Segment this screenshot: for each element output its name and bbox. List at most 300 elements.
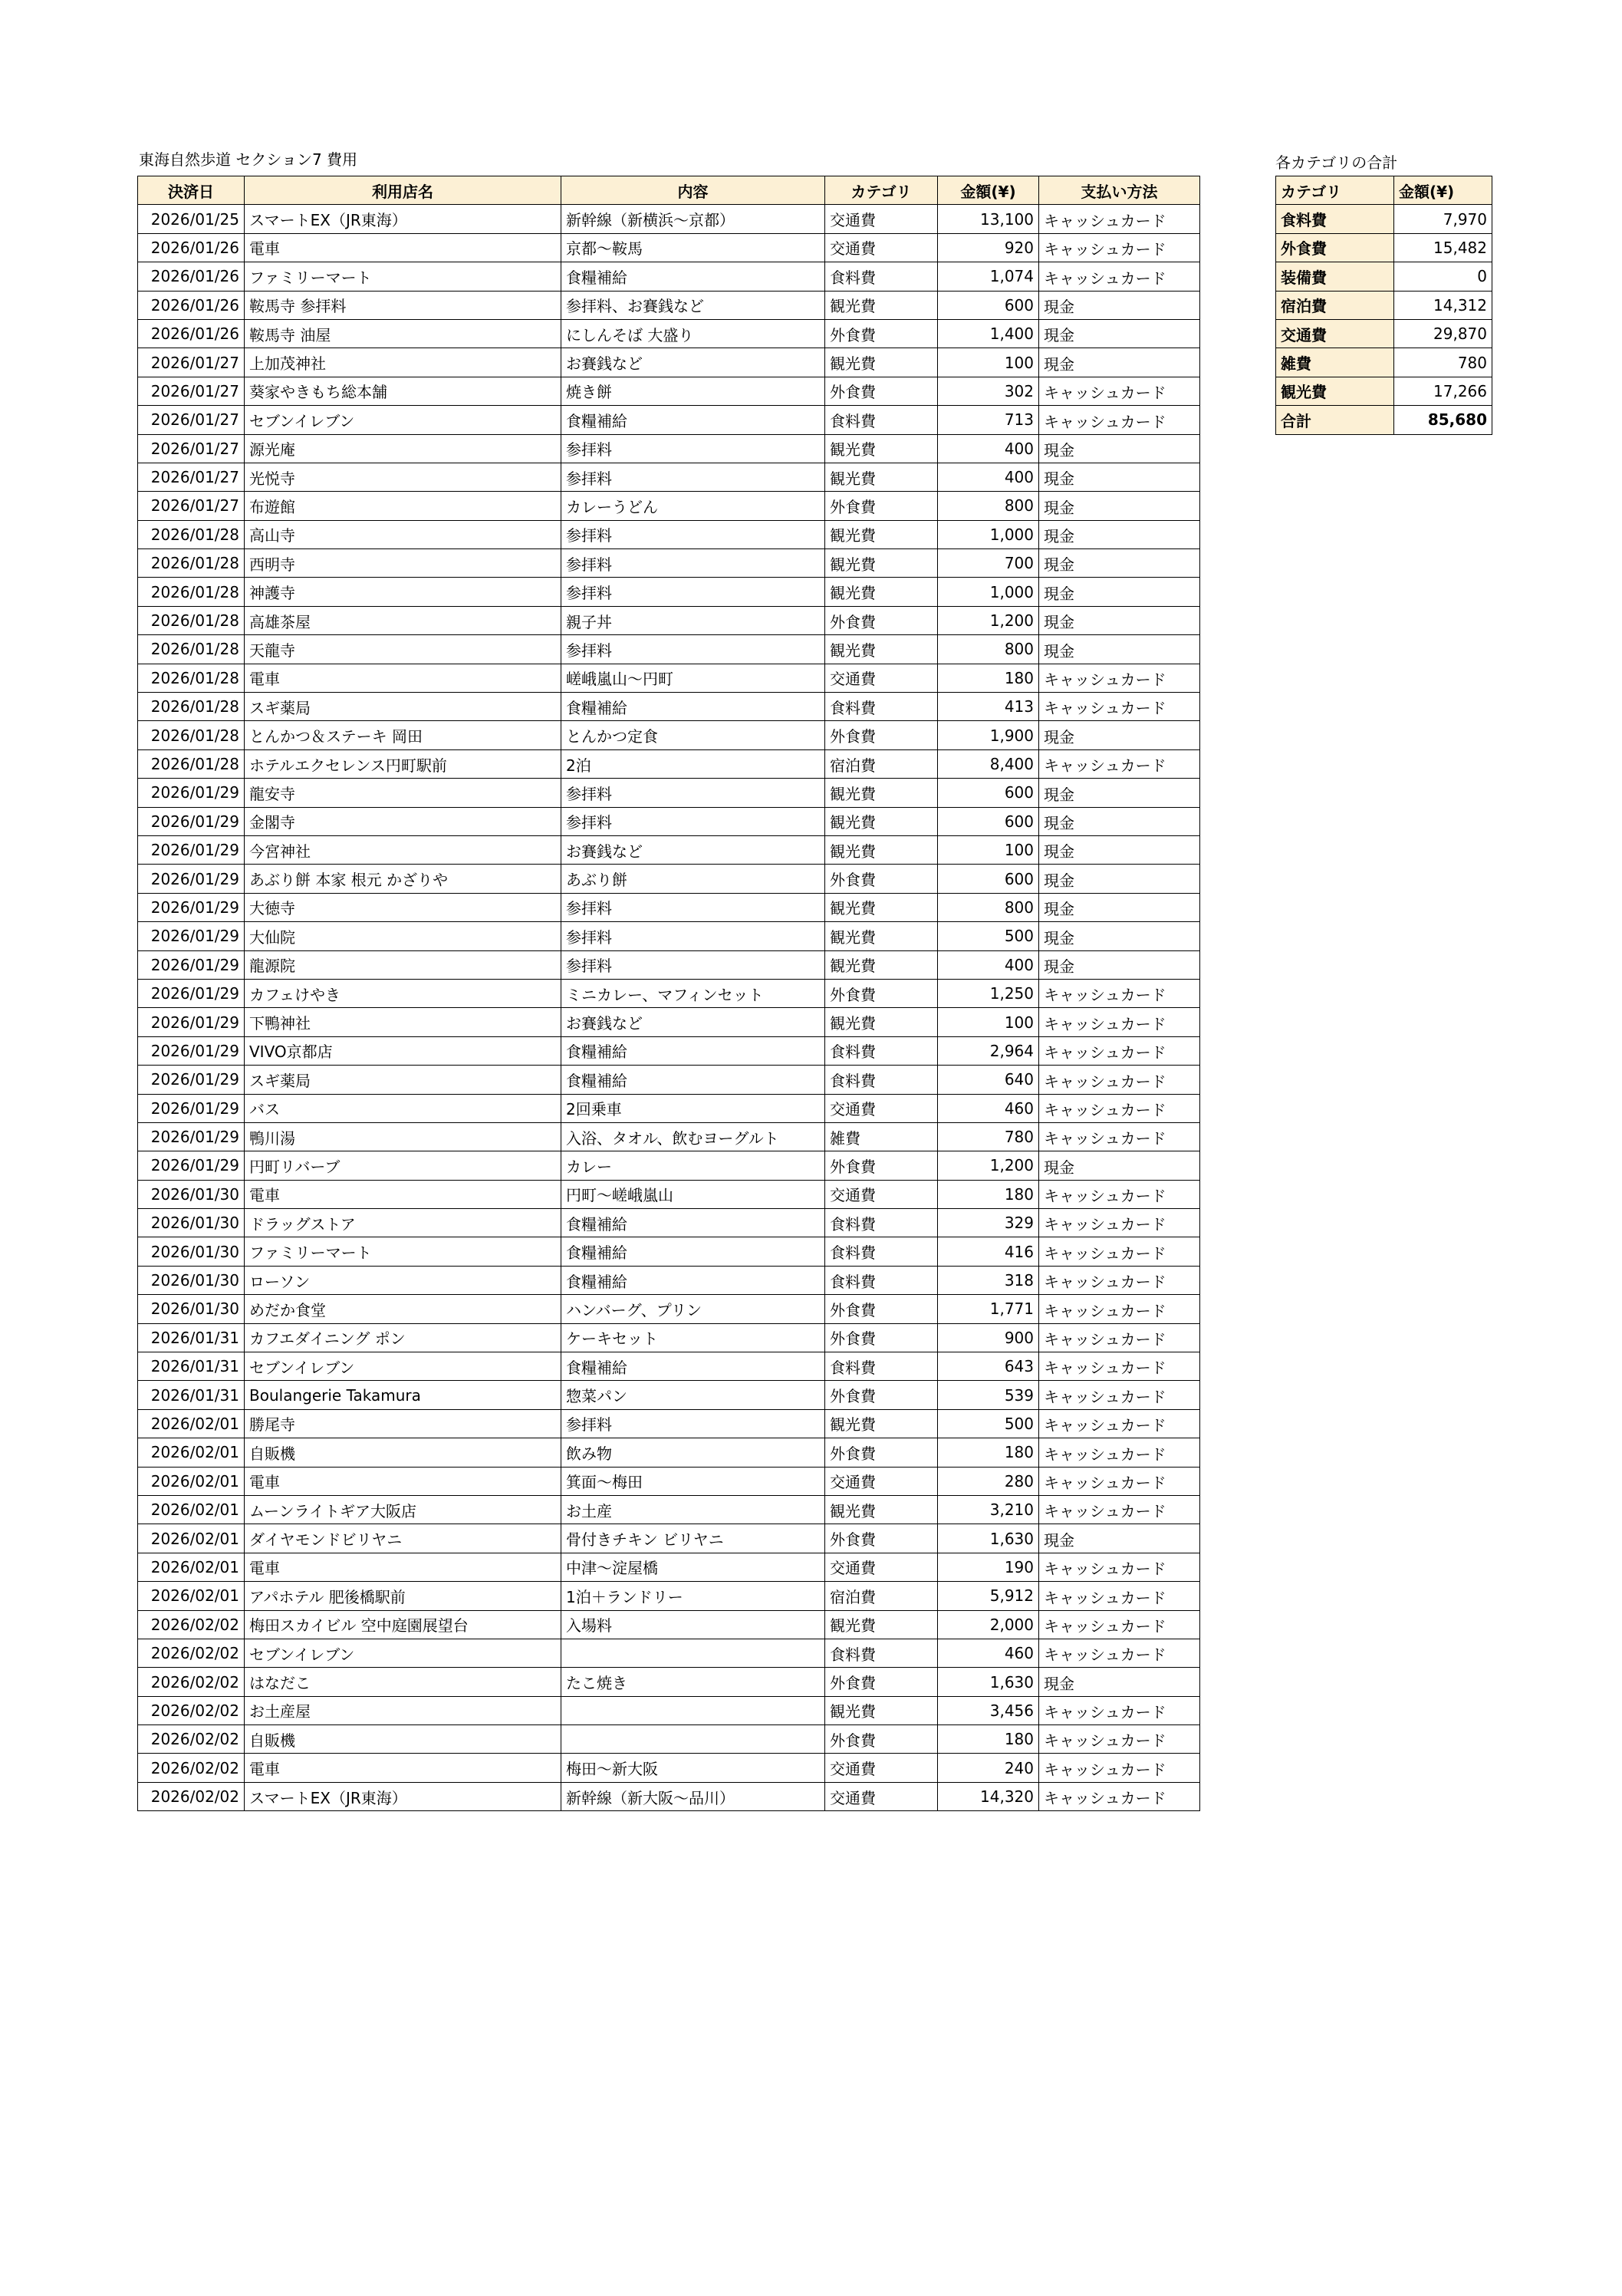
table-row xyxy=(138,1209,1200,1237)
cell-date: 2026/02/02 xyxy=(138,1725,245,1754)
cell-date: 2026/01/27 xyxy=(138,492,245,520)
table-row xyxy=(138,578,1200,606)
cell-category: 外食費 xyxy=(825,1725,938,1754)
cell-content: 参拝料 xyxy=(561,463,825,491)
cell-date: 2026/01/27 xyxy=(138,463,245,491)
cell-payment: キャッシュカード xyxy=(1039,1295,1200,1323)
summary-category: 宿泊費 xyxy=(1276,291,1394,319)
summary-category: 外食費 xyxy=(1276,233,1394,262)
category-summary-table xyxy=(1275,176,1492,435)
summary-amount: 29,870 xyxy=(1394,319,1492,348)
cell-date: 2026/02/01 xyxy=(138,1467,245,1495)
cell-content: 食糧補給 xyxy=(561,1066,825,1094)
cell-date: 2026/01/27 xyxy=(138,377,245,405)
table-row xyxy=(138,262,1200,291)
cell-amount: 460 xyxy=(938,1639,1039,1667)
cell-payment: 現金 xyxy=(1039,950,1200,979)
cell-content: 京都〜鞍馬 xyxy=(561,233,825,262)
cell-payment: キャッシュカード xyxy=(1039,1553,1200,1581)
cell-content: にしんそば 大盛り xyxy=(561,319,825,348)
cell-content: ミニカレー、マフィンセット xyxy=(561,979,825,1007)
cell-content xyxy=(561,1725,825,1754)
cell-category: 外食費 xyxy=(825,377,938,405)
table-row xyxy=(138,1381,1200,1409)
cell-store: 円町リバーブ xyxy=(245,1151,561,1180)
cell-content: 参拝料 xyxy=(561,578,825,606)
cell-content: 1泊＋ランドリー xyxy=(561,1582,825,1610)
cell-store: 梅田スカイビル 空中庭園展望台 xyxy=(245,1610,561,1639)
summary-row xyxy=(1276,291,1492,319)
cell-payment: キャッシュカード xyxy=(1039,1122,1200,1151)
cell-store: ファミリーマート xyxy=(245,1237,561,1266)
cell-content: 食糧補給 xyxy=(561,262,825,291)
cell-amount: 920 xyxy=(938,233,1039,262)
cell-category: 食料費 xyxy=(825,693,938,721)
cell-amount: 1,000 xyxy=(938,578,1039,606)
cell-category: 交通費 xyxy=(825,1754,938,1782)
cell-store: スマートEX（JR東海） xyxy=(245,1782,561,1810)
cell-content: 新幹線（新大阪〜品川） xyxy=(561,1782,825,1810)
cell-store: 鴨川湯 xyxy=(245,1122,561,1151)
cell-payment: 現金 xyxy=(1039,779,1200,807)
cell-payment: キャッシュカード xyxy=(1039,1725,1200,1754)
table-row xyxy=(138,291,1200,319)
cell-payment: キャッシュカード xyxy=(1039,1036,1200,1065)
cell-category: 交通費 xyxy=(825,1467,938,1495)
cell-category: 外食費 xyxy=(825,865,938,893)
cell-category: 交通費 xyxy=(825,664,938,692)
cell-date: 2026/01/31 xyxy=(138,1323,245,1352)
cell-date: 2026/01/26 xyxy=(138,291,245,319)
cell-content: 食糧補給 xyxy=(561,1266,825,1294)
cell-amount: 280 xyxy=(938,1467,1039,1495)
cell-store: セブンイレブン xyxy=(245,406,561,434)
table-row xyxy=(138,1295,1200,1323)
cell-date: 2026/01/29 xyxy=(138,779,245,807)
header-content: 内容 xyxy=(561,176,825,205)
cell-payment: 現金 xyxy=(1039,865,1200,893)
summary-category: 観光費 xyxy=(1276,377,1394,405)
table-row xyxy=(138,807,1200,835)
cell-category: 観光費 xyxy=(825,950,938,979)
cell-amount: 400 xyxy=(938,950,1039,979)
cell-store: 電車 xyxy=(245,1467,561,1495)
cell-date: 2026/02/01 xyxy=(138,1582,245,1610)
table-row xyxy=(138,1266,1200,1294)
cell-amount: 400 xyxy=(938,434,1039,463)
cell-payment: 現金 xyxy=(1039,635,1200,664)
cell-date: 2026/02/01 xyxy=(138,1524,245,1553)
cell-content: 中津〜淀屋橋 xyxy=(561,1553,825,1581)
cell-store: ムーンライトギア大阪店 xyxy=(245,1495,561,1524)
cell-date: 2026/01/27 xyxy=(138,434,245,463)
cell-date: 2026/02/02 xyxy=(138,1782,245,1810)
table-row xyxy=(138,1352,1200,1381)
cell-store: ローソン xyxy=(245,1266,561,1294)
summary-row xyxy=(1276,348,1492,377)
summary-row xyxy=(1276,233,1492,262)
cell-store: カフエダイニング ポン xyxy=(245,1323,561,1352)
cell-content: お賽銭など xyxy=(561,348,825,377)
cell-payment: キャッシュカード xyxy=(1039,1323,1200,1352)
header-date: 決済日 xyxy=(138,176,245,205)
cell-category: 食料費 xyxy=(825,406,938,434)
header-category: カテゴリ xyxy=(825,176,938,205)
table-row xyxy=(138,1782,1200,1810)
cell-category: 観光費 xyxy=(825,835,938,864)
cell-content xyxy=(561,1696,825,1724)
cell-payment: キャッシュカード xyxy=(1039,1266,1200,1294)
cell-amount: 180 xyxy=(938,1725,1039,1754)
cell-store: 自販機 xyxy=(245,1725,561,1754)
cell-category: 観光費 xyxy=(825,549,938,578)
table-row xyxy=(138,635,1200,664)
cell-date: 2026/01/26 xyxy=(138,262,245,291)
cell-payment: 現金 xyxy=(1039,492,1200,520)
cell-category: 外食費 xyxy=(825,1151,938,1180)
cell-content: 食糧補給 xyxy=(561,1237,825,1266)
cell-payment: 現金 xyxy=(1039,1668,1200,1696)
cell-payment: キャッシュカード xyxy=(1039,406,1200,434)
cell-payment: キャッシュカード xyxy=(1039,1066,1200,1094)
cell-amount: 2,964 xyxy=(938,1036,1039,1065)
cell-store: 光悦寺 xyxy=(245,463,561,491)
cell-content: 飲み物 xyxy=(561,1438,825,1467)
cell-category: 観光費 xyxy=(825,922,938,950)
cell-payment: 現金 xyxy=(1039,348,1200,377)
table-row xyxy=(138,693,1200,721)
cell-date: 2026/01/29 xyxy=(138,979,245,1007)
cell-category: 観光費 xyxy=(825,635,938,664)
cell-store: あぶり餅 本家 根元 かざりや xyxy=(245,865,561,893)
cell-store: 自販機 xyxy=(245,1438,561,1467)
cell-content: 2回乗車 xyxy=(561,1094,825,1122)
cell-store: 天龍寺 xyxy=(245,635,561,664)
cell-category: 宿泊費 xyxy=(825,749,938,778)
table-row xyxy=(138,1094,1200,1122)
cell-category: 食料費 xyxy=(825,1266,938,1294)
cell-store: 葵家やきもち総本舗 xyxy=(245,377,561,405)
cell-payment: キャッシュカード xyxy=(1039,1582,1200,1610)
cell-date: 2026/01/29 xyxy=(138,835,245,864)
cell-date: 2026/02/01 xyxy=(138,1409,245,1438)
summary-row xyxy=(1276,377,1492,405)
cell-date: 2026/01/30 xyxy=(138,1295,245,1323)
cell-date: 2026/01/26 xyxy=(138,319,245,348)
cell-amount: 1,900 xyxy=(938,721,1039,749)
cell-date: 2026/02/01 xyxy=(138,1495,245,1524)
summary-amount: 780 xyxy=(1394,348,1492,377)
cell-payment: 現金 xyxy=(1039,549,1200,578)
table-row xyxy=(138,520,1200,548)
cell-payment: キャッシュカード xyxy=(1039,1495,1200,1524)
cell-content: 参拝料 xyxy=(561,950,825,979)
cell-store: 源光庵 xyxy=(245,434,561,463)
cell-amount: 600 xyxy=(938,779,1039,807)
table-row xyxy=(138,1668,1200,1696)
cell-date: 2026/01/30 xyxy=(138,1209,245,1237)
cell-category: 交通費 xyxy=(825,1094,938,1122)
cell-store: ファミリーマート xyxy=(245,262,561,291)
cell-category: 観光費 xyxy=(825,463,938,491)
cell-amount: 800 xyxy=(938,893,1039,921)
cell-amount: 100 xyxy=(938,1008,1039,1036)
summary-category: 装備費 xyxy=(1276,262,1394,291)
cell-category: 雑費 xyxy=(825,1122,938,1151)
cell-content: 参拝料、お賽銭など xyxy=(561,291,825,319)
cell-payment: キャッシュカード xyxy=(1039,1008,1200,1036)
cell-content: あぶり餅 xyxy=(561,865,825,893)
cell-date: 2026/01/31 xyxy=(138,1381,245,1409)
cell-category: 観光費 xyxy=(825,1495,938,1524)
cell-payment: キャッシュカード xyxy=(1039,1782,1200,1810)
cell-date: 2026/01/27 xyxy=(138,348,245,377)
cell-date: 2026/01/27 xyxy=(138,406,245,434)
cell-amount: 800 xyxy=(938,492,1039,520)
cell-payment: 現金 xyxy=(1039,606,1200,634)
cell-amount: 1,200 xyxy=(938,606,1039,634)
table-row xyxy=(138,319,1200,348)
cell-payment: 現金 xyxy=(1039,835,1200,864)
summary-header-row xyxy=(1276,176,1492,205)
cell-category: 観光費 xyxy=(825,1409,938,1438)
table-row xyxy=(138,1008,1200,1036)
cell-payment: 現金 xyxy=(1039,291,1200,319)
cell-content: 入場料 xyxy=(561,1610,825,1639)
cell-content: 骨付きチキン ビリヤニ xyxy=(561,1524,825,1553)
cell-store: とんかつ＆ステーキ 岡田 xyxy=(245,721,561,749)
cell-payment: キャッシュカード xyxy=(1039,979,1200,1007)
cell-amount: 190 xyxy=(938,1553,1039,1581)
cell-store: ドラッグストア xyxy=(245,1209,561,1237)
cell-payment: キャッシュカード xyxy=(1039,1467,1200,1495)
cell-content: 食糧補給 xyxy=(561,406,825,434)
cell-store: 高雄茶屋 xyxy=(245,606,561,634)
table-row xyxy=(138,1151,1200,1180)
cell-store: 高山寺 xyxy=(245,520,561,548)
cell-date: 2026/01/29 xyxy=(138,1151,245,1180)
cell-amount: 1,200 xyxy=(938,1151,1039,1180)
cell-store: バス xyxy=(245,1094,561,1122)
cell-content: 親子丼 xyxy=(561,606,825,634)
table-row xyxy=(138,205,1200,233)
cell-content: お土産 xyxy=(561,1495,825,1524)
expense-header-row xyxy=(138,176,1200,205)
cell-content: 参拝料 xyxy=(561,434,825,463)
cell-amount: 100 xyxy=(938,348,1039,377)
table-row xyxy=(138,1754,1200,1782)
cell-amount: 643 xyxy=(938,1352,1039,1381)
table-row xyxy=(138,1237,1200,1266)
summary-category: 交通費 xyxy=(1276,319,1394,348)
cell-store: 上加茂神社 xyxy=(245,348,561,377)
table-row xyxy=(138,377,1200,405)
cell-store: 西明寺 xyxy=(245,549,561,578)
cell-content xyxy=(561,1639,825,1667)
table-row xyxy=(138,779,1200,807)
cell-store: セブンイレブン xyxy=(245,1352,561,1381)
cell-store: 鞍馬寺 参拝料 xyxy=(245,291,561,319)
table-row xyxy=(138,1696,1200,1724)
cell-amount: 8,400 xyxy=(938,749,1039,778)
cell-store: Boulangerie Takamura xyxy=(245,1381,561,1409)
table-row xyxy=(138,1725,1200,1754)
cell-payment: 現金 xyxy=(1039,922,1200,950)
cell-category: 外食費 xyxy=(825,1323,938,1352)
cell-category: 交通費 xyxy=(825,205,938,233)
table-row xyxy=(138,865,1200,893)
cell-amount: 3,456 xyxy=(938,1696,1039,1724)
cell-payment: キャッシュカード xyxy=(1039,1696,1200,1724)
summary-amount: 17,266 xyxy=(1394,377,1492,405)
summary-amount: 15,482 xyxy=(1394,233,1492,262)
cell-amount: 180 xyxy=(938,664,1039,692)
cell-amount: 500 xyxy=(938,922,1039,950)
cell-store: はなだこ xyxy=(245,1668,561,1696)
expense-table xyxy=(137,176,1200,1811)
cell-amount: 400 xyxy=(938,463,1039,491)
cell-date: 2026/01/29 xyxy=(138,1122,245,1151)
cell-date: 2026/01/28 xyxy=(138,693,245,721)
cell-store: 金閣寺 xyxy=(245,807,561,835)
cell-content: 嵯峨嵐山〜円町 xyxy=(561,664,825,692)
cell-amount: 539 xyxy=(938,1381,1039,1409)
cell-category: 外食費 xyxy=(825,1295,938,1323)
table-row xyxy=(138,979,1200,1007)
cell-category: 食料費 xyxy=(825,1639,938,1667)
cell-date: 2026/01/28 xyxy=(138,606,245,634)
cell-payment: 現金 xyxy=(1039,578,1200,606)
summary-amount: 7,970 xyxy=(1394,205,1492,233)
cell-payment: 現金 xyxy=(1039,520,1200,548)
table-row xyxy=(138,1610,1200,1639)
table-row xyxy=(138,549,1200,578)
cell-date: 2026/01/28 xyxy=(138,520,245,548)
cell-category: 外食費 xyxy=(825,319,938,348)
cell-date: 2026/01/29 xyxy=(138,1008,245,1036)
cell-store: お土産屋 xyxy=(245,1696,561,1724)
table-row xyxy=(138,1180,1200,1208)
cell-category: 観光費 xyxy=(825,578,938,606)
summary-title: 各カテゴリの合計 xyxy=(1275,153,1398,172)
cell-date: 2026/02/02 xyxy=(138,1696,245,1724)
cell-store: ダイヤモンドビリヤニ xyxy=(245,1524,561,1553)
cell-category: 観光費 xyxy=(825,348,938,377)
cell-category: 観光費 xyxy=(825,291,938,319)
cell-content: お賽銭など xyxy=(561,1008,825,1036)
cell-store: セブンイレブン xyxy=(245,1639,561,1667)
cell-store: 電車 xyxy=(245,1180,561,1208)
cell-content: 参拝料 xyxy=(561,520,825,548)
cell-content: 惣菜パン xyxy=(561,1381,825,1409)
table-row xyxy=(138,1582,1200,1610)
table-row xyxy=(138,233,1200,262)
cell-category: 交通費 xyxy=(825,1553,938,1581)
cell-category: 外食費 xyxy=(825,606,938,634)
summary-amount: 14,312 xyxy=(1394,291,1492,319)
header-amount: 金額(¥) xyxy=(938,176,1039,205)
cell-payment: キャッシュカード xyxy=(1039,1094,1200,1122)
cell-payment: キャッシュカード xyxy=(1039,664,1200,692)
table-row xyxy=(138,664,1200,692)
cell-category: 食料費 xyxy=(825,1036,938,1065)
cell-amount: 500 xyxy=(938,1409,1039,1438)
cell-amount: 5,912 xyxy=(938,1582,1039,1610)
table-row xyxy=(138,1036,1200,1065)
cell-store: 大仙院 xyxy=(245,922,561,950)
cell-payment: キャッシュカード xyxy=(1039,1237,1200,1266)
cell-content: 食糧補給 xyxy=(561,1209,825,1237)
cell-amount: 2,000 xyxy=(938,1610,1039,1639)
cell-content: ケーキセット xyxy=(561,1323,825,1352)
cell-amount: 1,074 xyxy=(938,262,1039,291)
table-row xyxy=(138,835,1200,864)
cell-content: ハンバーグ、プリン xyxy=(561,1295,825,1323)
table-row xyxy=(138,721,1200,749)
cell-amount: 13,100 xyxy=(938,205,1039,233)
table-row xyxy=(138,1467,1200,1495)
cell-store: 龍安寺 xyxy=(245,779,561,807)
summary-row xyxy=(1276,262,1492,291)
cell-date: 2026/02/01 xyxy=(138,1553,245,1581)
cell-amount: 600 xyxy=(938,291,1039,319)
cell-amount: 14,320 xyxy=(938,1782,1039,1810)
cell-amount: 600 xyxy=(938,865,1039,893)
cell-amount: 329 xyxy=(938,1209,1039,1237)
cell-date: 2026/01/30 xyxy=(138,1237,245,1266)
table-row xyxy=(138,1639,1200,1667)
cell-payment: 現金 xyxy=(1039,1524,1200,1553)
cell-payment: キャッシュカード xyxy=(1039,1352,1200,1381)
cell-amount: 3,210 xyxy=(938,1495,1039,1524)
cell-amount: 713 xyxy=(938,406,1039,434)
cell-store: 今宮神社 xyxy=(245,835,561,864)
cell-amount: 180 xyxy=(938,1438,1039,1467)
cell-store: スマートEX（JR東海） xyxy=(245,205,561,233)
summary-total-label: 合計 xyxy=(1276,406,1394,434)
cell-content: とんかつ定食 xyxy=(561,721,825,749)
cell-category: 観光費 xyxy=(825,1008,938,1036)
table-row xyxy=(138,950,1200,979)
cell-payment: 現金 xyxy=(1039,319,1200,348)
cell-date: 2026/02/02 xyxy=(138,1754,245,1782)
cell-amount: 240 xyxy=(938,1754,1039,1782)
cell-category: 食料費 xyxy=(825,1237,938,1266)
table-row xyxy=(138,749,1200,778)
cell-category: 外食費 xyxy=(825,1524,938,1553)
cell-content: 参拝料 xyxy=(561,893,825,921)
cell-category: 外食費 xyxy=(825,1381,938,1409)
cell-payment: 現金 xyxy=(1039,434,1200,463)
cell-store: カフェけやき xyxy=(245,979,561,1007)
table-row xyxy=(138,492,1200,520)
cell-payment: 現金 xyxy=(1039,893,1200,921)
cell-payment: キャッシュカード xyxy=(1039,1438,1200,1467)
cell-category: 観光費 xyxy=(825,807,938,835)
table-row xyxy=(138,1495,1200,1524)
cell-date: 2026/01/29 xyxy=(138,950,245,979)
summary-row xyxy=(1276,205,1492,233)
summary-header-amount: 金額(¥) xyxy=(1394,176,1492,205)
cell-payment: キャッシュカード xyxy=(1039,1209,1200,1237)
cell-store: 勝尾寺 xyxy=(245,1409,561,1438)
cell-amount: 180 xyxy=(938,1180,1039,1208)
summary-total-amount: 85,680 xyxy=(1394,406,1492,434)
cell-date: 2026/01/29 xyxy=(138,893,245,921)
cell-date: 2026/01/28 xyxy=(138,635,245,664)
cell-payment: キャッシュカード xyxy=(1039,1180,1200,1208)
cell-payment: キャッシュカード xyxy=(1039,693,1200,721)
